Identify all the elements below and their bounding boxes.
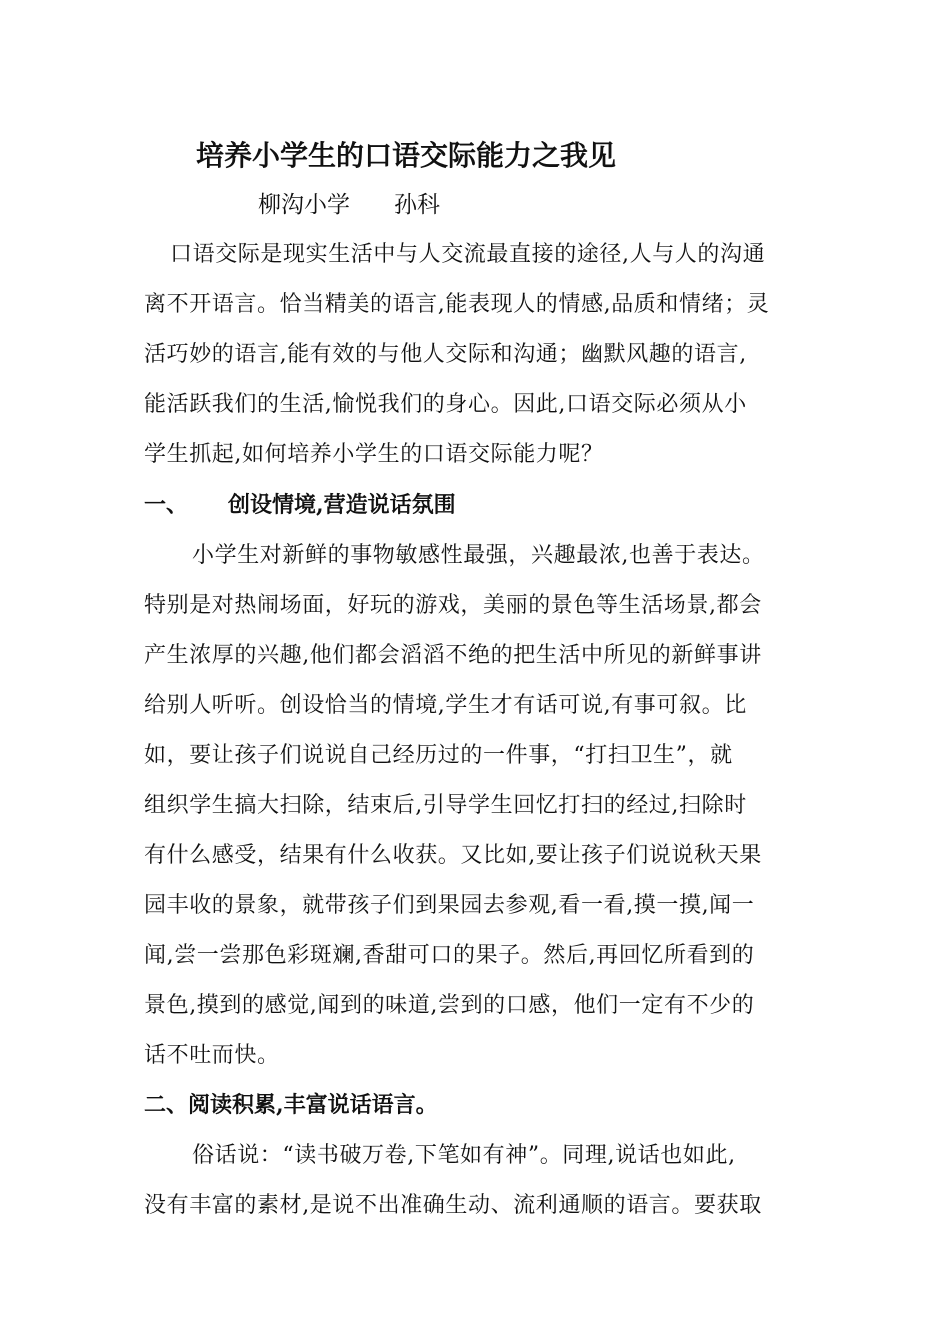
section-1-line: 产生浓厚的兴趣,他们都会滔滔不绝的把生活中所见的新鲜事讲 (144, 643, 762, 668)
section-1-line: 园丰收的景象，就带孩子们到果园去参观,看一看,摸一摸,闻一 (144, 893, 755, 918)
intro-line: 学生抓起,如何培养小学生的口语交际能力呢？ (144, 442, 604, 467)
section-2-heading: 二、阅读积累,丰富说话语言。 (144, 1092, 438, 1118)
section-1-line: 特别是对热闹场面，好玩的游戏，美丽的景色等生活场景,都会 (144, 593, 762, 618)
author-school: 柳沟小学 (258, 192, 350, 218)
intro-line: 口语交际是现实生活中与人交流最直接的途径,人与人的沟通 (170, 242, 766, 267)
section-1-line: 闻,尝一尝那色彩斑斓,香甜可口的果子。然后,再回忆所看到的 (144, 943, 755, 968)
section-1-heading (144, 488, 456, 519)
section-1-number: 一、 (144, 492, 189, 518)
intro-line: 离不开语言。恰当精美的语言,能表现人的情感,品质和情绪；灵 (144, 292, 770, 317)
section-1-line: 话不吐而快。 (144, 1043, 280, 1068)
intro-line: 能活跃我们的生活,愉悦我们的身心。因此,口语交际必须从小 (144, 392, 747, 417)
section-1-line: 给别人听听。创设恰当的情境,学生才有话可说,有事可叙。比 (144, 693, 747, 718)
document-title: 培养小学生的口语交际能力之我见 (196, 139, 617, 172)
intro-line: 活巧妙的语言,能有效的与他人交际和沟通；幽默风趣的语言, (144, 342, 747, 367)
section-1-line: 如，要让孩子们说说自己经历过的一件事，“打扫卫生”，就 (144, 743, 733, 768)
section-1-line: 小学生对新鲜的事物敏感性最强，兴趣最浓,也善于表达。 (192, 543, 765, 568)
section-2-line: 没有丰富的素材,是说不出准确生动、流利通顺的语言。要获取 (144, 1193, 762, 1218)
section-1-line: 组织学生搞大扫除，结束后,引导学生回忆打扫的经过,扫除时 (144, 793, 747, 818)
author-line (258, 186, 440, 219)
author-name: 孙科 (394, 192, 440, 218)
section-1-title: 创设情境,营造说话氛围 (228, 492, 456, 518)
section-1-line: 景色,摸到的感觉,闻到的味道,尝到的口感，他们一定有不少的 (144, 993, 755, 1018)
section-2-line: 俗话说：“读书破万卷,下笔如有神”。同理,说话也如此, (192, 1143, 736, 1168)
section-1-line: 有什么感受，结果有什么收获。又比如,要让孩子们说说秋天果 (144, 843, 762, 868)
